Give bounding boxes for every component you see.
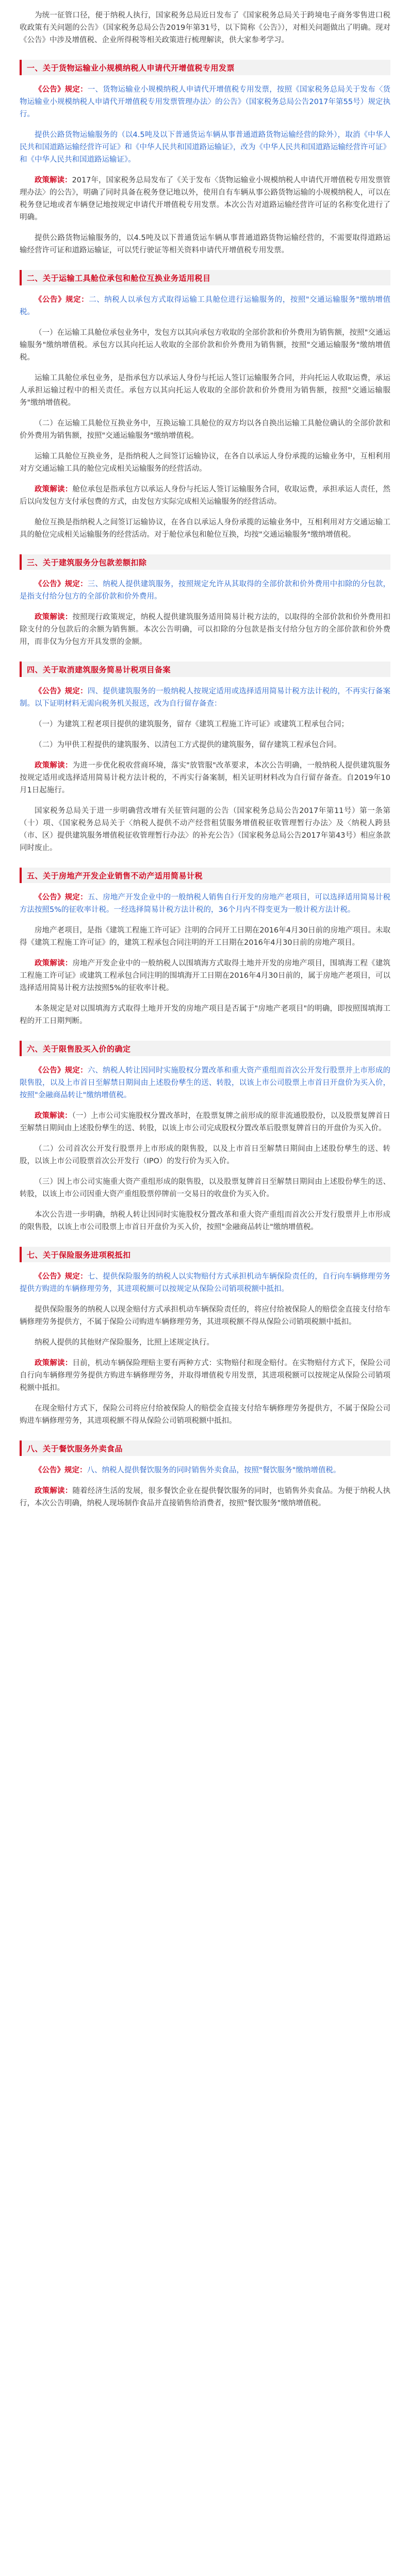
section-heading-text: 七、关于保险服务进项税抵扣	[27, 1250, 131, 1260]
explain-paragraph	[20, 483, 390, 508]
policy-label: 《公告》规定：	[35, 1466, 87, 1475]
explain-label: 政策解读：	[35, 176, 72, 184]
section-heading-text: 三、关于建筑服务分包款差额扣除	[27, 557, 147, 567]
section-heading	[20, 662, 390, 677]
body-paragraph: （一）在运输工具舱位承包业务中，发包方以其向承包方收取的全部价款和价外费用为销售额，按照"交通运输服务"缴纳增值税。承包方以其向托运人收取的全部价款和价外费用为销售额，按照"交通运输服务"缴纳增值税。	[20, 329, 390, 362]
policy-label: 《公告》规定：	[35, 580, 88, 588]
policy-label: 《公告》规定：	[35, 1273, 88, 1281]
body-paragraph: 提供公路货物运输服务的，以4.5吨及以下普通货运车辆从事普通道路货物运输经营的，不需要取得道路运输经营许可证和道路运输证，可以凭行驶证等相关资料申请代开增值税专用发票。	[20, 234, 390, 255]
paragraph-text: 为进一步优化税收营商环境，落实"放管服"改革要求，本次公告明确，一般纳税人提供建筑服务按规定适用或选择适用简易计税方法计税的，不再实行备案制，相关证明材料改为自行留存备查。自2019年10月1日起施行。	[20, 761, 390, 794]
paragraph-text: 按照现行政策规定，纳税人提供建筑服务适用简易计税方法的，以取得的全部价款和价外费用扣除支付的分包款后的余额为销售额。本次公告明确，可以扣除的分包款是指支付给分包方的全部价款和价外费用，而非仅为分包方开具发票的金额。	[20, 613, 391, 646]
body-paragraph: 运输工具舱位承包业务，是指承包方以承运人身份与托运人签订运输服务合同，并向托运人收取运费，承运人承担运输过程中的相关责任。承包方以其向托运人收取的全部价款和价外费用为销售额，按照"交通运输服务"缴纳增值税。	[20, 374, 390, 407]
policy-paragraph	[20, 1464, 390, 1477]
explain-label: 政策解读：	[35, 1487, 73, 1495]
policy-paragraph	[20, 891, 390, 916]
explain-paragraph	[20, 957, 390, 994]
paragraph-text: （一）上市公司实施股权分置改革时，在股票复牌之前形成的原非流通股股份，以及股票复牌首日至解禁日期间由上述股份孳生的送、转股，以该上市公司完成股权分置改革后股票复牌首日的开盘价为买入价。	[20, 1112, 391, 1132]
paragraph-text: 随着经济生活的发展，很多餐饮企业在提供餐饮服务的同时，也销售外卖食品。为便于纳税人执行，本次公告明确，纳税人现场制作食品并直接销售给消费者，按照"餐饮服务"缴纳增值税。	[20, 1487, 391, 1507]
policy-paragraph	[20, 1270, 390, 1295]
explain-label: 政策解读：	[35, 1112, 72, 1120]
policy-paragraph	[20, 685, 390, 710]
paragraph-text: 三、纳税人提供建筑服务，按照规定允许从其取得的全部价款和价外费用中扣除的分包款，是指支付给分包方的全部价款和价外费用。	[20, 580, 390, 601]
paragraph-text: 一、货物运输业小规模纳税人申请代开增值税专用发票，按照《国家税务总局关于发布〈货物运输业小规模纳税人申请代开增值税专用发票管理办法〉的公告》（国家税务总局公告2017年第55号）规定执行。	[20, 86, 390, 118]
explain-label: 政策解读：	[35, 485, 73, 494]
paragraph-text: 七、提供保险服务的纳税人以实物赔付方式承担机动车辆保险责任的，自行向车辆修理劳务提供方购进的车辆修理劳务，其进项税额可以按规定从保险公司销项税额中抵扣。	[20, 1273, 390, 1293]
section-heading-text: 二、关于运输工具舱位承包和舱位互换业务适用税目	[27, 273, 211, 283]
policy-label: 《公告》规定：	[35, 687, 88, 696]
paragraph-text: 二、纳税人以承包方式取得运输工具舱位进行运输服务的，按照"交通运输服务"缴纳增值税。	[20, 296, 391, 316]
paragraph-text: 房地产开发企业中的一般纳税人以围填海方式取得土地并开发的房地产项目，围填海工程《建筑工程施工许可证》或建筑工程承包合同注明的围填海开工日期在2016年4月30日前的，属于房地产老项目，可以选择适用简易计税方法按照5%的征收率计税。	[20, 959, 391, 992]
section-heading	[20, 270, 390, 285]
body-paragraph: 本条规定是对以围填海方式取得土地并开发的房地产项目是否属于"房地产老项目"的明确，即按照围填海工程的开工日期判断。	[20, 1005, 390, 1025]
policy-paragraph	[20, 294, 390, 318]
policy-label: 《公告》规定：	[35, 893, 88, 902]
body-paragraph: 纳税人提供的其他财产保险服务，比照上述规定执行。	[35, 1338, 214, 1347]
body-paragraph: 运输工具舱位互换业务，是指纳税人之间签订运输协议，在各自以承运人身份承揽的运输业务中，互相利用对方交通运输工具的舱位完成相关运输服务的经营活动。	[20, 452, 390, 473]
section-heading-text: 五、关于房地产开发企业销售不动产适用简易计税	[27, 871, 203, 880]
paragraph-text: 五、房地产开发企业中的一般纳税人销售自行开发的房地产老项目，可以选择适用简易计税方法按照5%的征收率计税。一经选择简易计税方法计税的，36个月内不得变更为一般计税方法计税。	[20, 893, 390, 914]
policy-paragraph	[20, 1064, 390, 1101]
body-paragraph: 国家税务总局关于进一步明确营改增有关征管问题的公告（国家税务总局公告2017年第11号）第一条第（十）项、《国家税务总局关于〈纳税人提供不动产经营租赁服务增值税征收管理暂行办法〉及〈纳税人跨县（市、区）提供建筑服务增值税征收管理暂行办法〉的补充公告》（国家税务总局公告2017年第43号）相应条款同时废止。	[20, 807, 390, 852]
paragraph-text: 目前，机动车辆保险理赔主要有两种方式：实物赔付和现金赔付。在实物赔付方式下，保险公司自行向车辆修理劳务提供方购进车辆修理劳务，并取得增值税专用发票，其进项税额可以按规定从保险公司销项税额中抵扣。	[20, 1359, 391, 1392]
explain-paragraph	[20, 1357, 390, 1394]
body-paragraph: （一）为建筑工程老项目提供的建筑服务，留存《建筑工程施工许可证》或建筑工程承包合同；	[35, 720, 349, 728]
section-heading-text: 八、关于餐饮服务外卖食品	[27, 1444, 123, 1453]
paragraph-text: 提供公路货物运输服务的（以4.5吨及以下普通货运车辆从事普通道路货物运输经营的除外），取消《中华人民共和国道路运输经营许可证》和《中华人民共和国道路运输证》，改为《中华人民共和国道路运输经营许可证》和《中华人民共和国道路运输证》。	[20, 131, 390, 164]
policy-paragraph	[20, 129, 390, 166]
paragraph-text: 舱位承包是指承包方以承运人身份与托运人签订运输服务合同，收取运费，承担承运人责任，然后以向发包方支付承包费的方式，由发包方实际完成相关运输服务的经营活动。	[20, 485, 391, 506]
body-paragraph: （三）因上市公司实施重大资产重组形成的限售股，以及股票复牌首日至解禁日期间由上述股份孳生的送、转股，以该上市公司因重大资产重组股票停牌前一交易日的收盘价为买入价。	[20, 1178, 390, 1198]
section-heading-text: 一、关于货物运输业小规模纳税人申请代开增值税专用发票	[27, 63, 235, 73]
policy-paragraph	[20, 578, 390, 603]
policy-paragraph	[20, 83, 390, 121]
policy-label: 《公告》规定：	[35, 1066, 88, 1075]
section-heading	[20, 868, 390, 883]
body-paragraph: 房地产老项目，是指《建筑工程施工许可证》注明的合同开工日期在2016年4月30日前的房地产项目。未取得《建筑工程施工许可证》的，建筑工程承包合同注明的开工日期在2016年4月30日前的房地产项目。	[20, 926, 390, 947]
section-heading-text: 四、关于取消建筑服务简易计税项目备案	[27, 665, 171, 674]
paragraph-text: 四、提供建筑服务的一般纳税人按规定适用或选择适用简易计税方法计税的，不再实行备案制。以下证明材料无需向税务机关报送，改为自行留存备查：	[20, 687, 390, 708]
policy-label: 《公告》规定：	[35, 86, 88, 94]
body-paragraph: （二）在运输工具舱位互换业务中，互换运输工具舱位的双方均以各自换出运输工具舱位确认的全部价款和价外费用为销售额，按照"交通运输服务"缴纳增值税。	[20, 419, 390, 440]
explain-label: 政策解读：	[35, 761, 73, 770]
paragraph-text: 六、纳税人转让因同时实施股权分置改革和重大资产重组而首次公开发行股票并上市形成的限售股，以及上市首日至解禁日期间由上述股份孳生的送、转股，以该上市公司股票上市首日开盘价为买入价，按照"金融商品转让"缴纳增值税。	[20, 1066, 390, 1099]
body-paragraph: 在现金赔付方式下，保险公司将应付给被保险人的赔偿金直接支付给车辆修理劳务提供方，不属于保险公司购进车辆修理劳务，其进项税额不得从保险公司销项税额中抵扣。	[20, 1404, 390, 1425]
paragraph-text: 2017年，国家税务总局发布了《关于发布〈货物运输业小规模纳税人申请代开增值税专用发票管理办法〉的公告》，明确了同时具备在税务登记地以外，使用自有车辆从事公路货物运输的小规模纳税人，可以在税务登记地或者车辆登记地按规定申请代开增值税专用发票。本次公告对道路运输经营许可证的名称变化进行了明确。	[20, 176, 391, 222]
section-heading	[20, 1247, 390, 1262]
explain-paragraph	[20, 174, 390, 224]
paragraph-text: 八、纳税人提供餐饮服务的同时销售外卖食品，按照"餐饮服务"缴纳增值税。	[87, 1466, 341, 1475]
explain-label: 政策解读：	[35, 959, 73, 968]
body-paragraph: （二）为甲供工程提供的建筑服务、以清包工方式提供的建筑服务，留存建筑工程承包合同。	[35, 741, 341, 749]
explain-paragraph	[20, 611, 390, 648]
intro-paragraph: 为统一征管口径，便于纳税人执行，国家税务总局近日发布了《国家税务总局关于跨境电子商务零售进口税收政策有关问题的公告》（国家税务总局公告2019年第31号，以下简称《公告》），对相关问题做出了明确。现对《公告》中涉及增值税、企业所得税等相关政策进行梳理解读，供大家参考学习。	[20, 11, 390, 44]
body-paragraph: 舱位互换是指纳税人之间签订运输协议，在各自以承运人身份承揽的运输业务中，互相利用对方交通运输工具的舱位完成相关运输服务的经营活动。对于舱位承包和舱位互换，均按"交通运输服务"缴纳增值税。	[20, 518, 390, 539]
body-paragraph: 提供保险服务的纳税人以现金赔付方式承担机动车辆保险责任的，将应付给被保险人的赔偿金直接支付给车辆修理劳务提供方，不属于保险公司购进车辆修理劳务，其进项税额不得从保险公司销项税额中抵扣。	[20, 1306, 390, 1326]
article-content	[20, 9, 390, 1510]
explain-paragraph	[20, 1485, 390, 1510]
section-heading	[20, 60, 390, 75]
policy-label: 《公告》规定：	[35, 296, 89, 304]
explain-label: 政策解读：	[35, 1359, 73, 1367]
section-heading	[20, 1440, 390, 1456]
section-heading-text: 六、关于限售股买入价的确定	[27, 1044, 131, 1054]
section-heading	[20, 1041, 390, 1056]
body-paragraph: （二）公司首次公开发行股票并上市形成的限售股，以及上市首日至解禁日期间由上述股份孳生的送、转股，以该上市公司股票首次公开发行（IPO）的发行价为买入价。	[20, 1145, 390, 1165]
section-heading	[20, 554, 390, 570]
body-paragraph: 本次公告进一步明确，纳税人转让因同时实施股权分置改革和重大资产重组而首次公开发行股票并上市形成的限售股，以该上市公司股票上市首日开盘价为买入价，按照"金融商品转让"缴纳增值税。	[20, 1211, 390, 1231]
explain-paragraph	[20, 1110, 390, 1134]
explain-paragraph	[20, 759, 390, 796]
explain-label: 政策解读：	[35, 613, 73, 621]
